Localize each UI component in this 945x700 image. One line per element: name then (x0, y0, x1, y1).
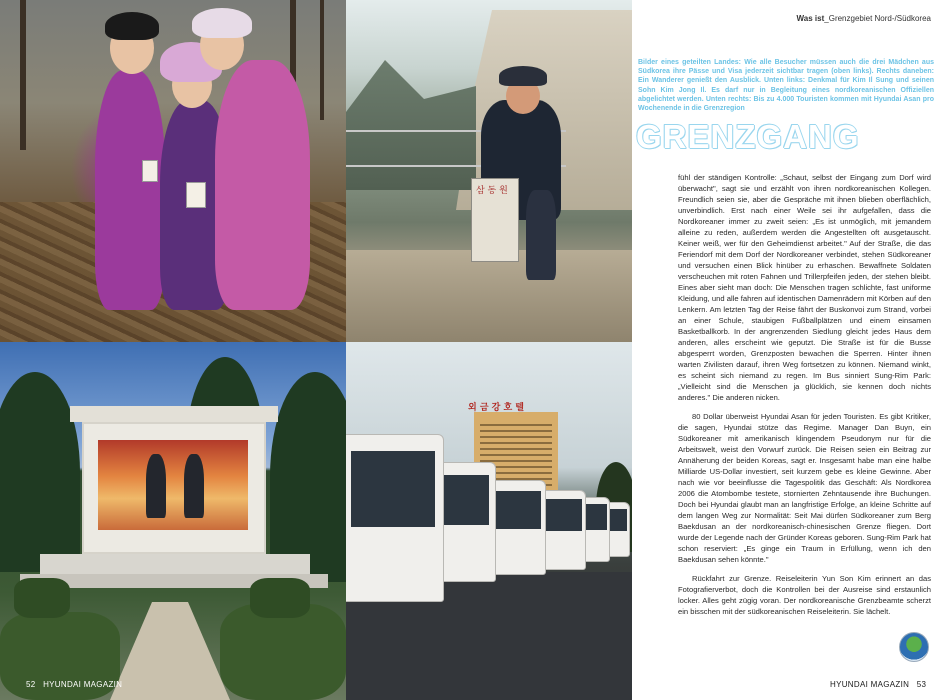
tree-trunk (20, 0, 26, 150)
section-name: Was ist (796, 14, 825, 23)
mural-figure (184, 454, 204, 518)
girl-right-figure (215, 60, 310, 310)
photo-three-girls (0, 0, 346, 342)
section-topic: _Grenzgebiet Nord-/Südkorea (824, 14, 931, 23)
folio-left-page: 52 (26, 680, 36, 689)
hiker-legs (526, 190, 556, 280)
girl-right-hat (192, 8, 252, 38)
folio-left-magazine: HYUNDAI MAGAZIN (43, 680, 123, 689)
folio-right-magazine: HYUNDAI MAGAZIN (830, 680, 910, 689)
body-paragraph-1: fühl der ständigen Kontrolle: „Schaut, selbst der Eingang zum Dorf wird überwacht", sagt sie und erzählt von ihren nordkoreanischen Kollegen. Freundlich seien sie, aber die Gespräche mit ihnen blieben oberflächlich, unverbindlich. Erst nach einer Weile sei ihr aufgefallen, dass die Nordkoreaner immer zu zweit seien: „Es ist unmöglich, mit jemandem alleine zu reden, außerdem werden die Angestellten oft ausgetauscht. Keiner weiß, wer für den Geheimdienst arbeitet." Auf der Straße, die das Feriendorf mit dem Dorf der Nordkoreaner verbindet, stehen Südkoreaner und versuchen einen Blick hinüber zu erhaschen. Bewaffnete Soldaten verscheuchen mit roten Fahnen und Trillerpfeifen jeden, der stehen bleibt. Eines aber sieht man doch: Die Menschen tragen schlichte, fast uniforme Kleidung, und alle fahren auf identischen Damenrädern mit Körben auf den Lenkern. Am letzten Tag der Reise fährt der Buskonvoi zum Strand, vorbei an einer Schule, staubigen Fußballplätzen und einem einsamen Basketballkorb. In der angrenzenden Siedlung gleicht jedes Haus dem anderen, alles erscheint wie geputzt. Die Straße ist für die Busse abgesperrt worden, Grenzposten bewachen die Sperren. Hinter ihnen warten Zivilisten darauf, ihren Weg fortsetzen zu können. Niemand winkt, es scheint sich niemand zu regen. Im Bus sinniert Sung-Rim Park: „Vielleicht sind die Menschen ja glücklich, sie kennen doch nichts anderes." Die anderen nicken. (678, 173, 931, 402)
monument-mural (98, 440, 248, 530)
photo-monument (0, 342, 346, 700)
stone-sign (471, 178, 519, 262)
article-body (678, 172, 931, 625)
pine-tree (270, 372, 346, 582)
photo-buses (346, 342, 632, 700)
monument-roof (70, 406, 278, 422)
body-paragraph-2: 80 Dollar überweist Hyundai Asan für jeden Touristen. Es gibt Kritiker, die sagen, Hyundai stütze das Regime. Manager Dan Buyn, ein Südkoreaner mit amerikanisch klingendem Pseudonym nur für die Arbeitswelt, weist den Vorwurf zurück. Die Reisen seien ein Beitrag zur Annäherung der beiden Koreas, sagt er. Insgesamt habe man eine halbe Milliarde US-Dollar investiert, seit kurzem gebe es kleine Gewinne. Aber nach wie vor beeinflusse die Tagespolitik das Geschäft: Als Nordkorea 2006 die Atombombe testete, stornierten Zehntausende ihre Buchungen. Doch bei Hyundai glaubt man an langfristige Erfolge, an kleine Schritte auf dem langen Weg zur Normalität: Seit Mai dürfen Südkoreaner zum Berg Baekdusan an der nordkoreanisch-chinesischen Grenze fliegen. Dort wurde der Legende nach der Gründer Koreas geboren. Sung-Rim Park hat schon reserviert: „Es ginge ein Traum in Erfüllung, wenn ich den Baekdusan sehen könnte." (678, 412, 931, 564)
photo-hiker (346, 0, 632, 342)
hiker-hat (499, 66, 547, 86)
shrub (14, 578, 70, 618)
visa-badge (186, 182, 206, 208)
section-header (797, 14, 931, 23)
tree-trunk (320, 0, 324, 120)
pine-tree (0, 372, 80, 572)
rock-ledge (346, 250, 632, 342)
body-paragraph-3: Rückfahrt zur Grenze. Reiseleiterin Yun Son Kim erinnert an das Fotografierverbot, doch die Kontrollen bei der Ausreise sind erstaunlich locker. Alles geht zügig voran. Der nordkoreanische Grenzbeamte scherzt ein bisschen mit der südkoreanischen Reiseleiterin. Sie lächelt. (678, 574, 931, 616)
folio-right-page: 53 (916, 680, 927, 689)
bus (346, 434, 444, 602)
hotel-sign: 외 금 강 호 텔 (468, 403, 525, 413)
hedge (220, 604, 346, 700)
hyundai-asan-logo (899, 632, 929, 662)
walkway (110, 602, 230, 700)
girl-left-hair (105, 12, 159, 40)
photo-caption: Bilder eines geteilten Landes: Wie alle Besucher müssen auch die drei Mädchen aus Südkorea ihre Pässe und Visa jederzeit sichtbar tragen (oben links). Rechts daneben: Ein Wanderer genießt den Ausblick. Unten links: Denkmal für Kim Il Sung und seinen Sohn Kim Jong Il. Es darf nur in Begleitung eines nordkoreanischen Offiziellen abgelichtet werden. Unten rechts: Bis zu 4.000 Touristen kommen mit Hyundai Asan pro Wochenende in die Grenzregion (638, 59, 934, 113)
mural-figure (146, 454, 166, 518)
article-title: GRENZGANG (636, 118, 860, 155)
shrub (250, 578, 310, 618)
sign-inscription: 삼 동 원 (476, 186, 508, 196)
bus-windshield (351, 451, 435, 527)
visa-badge (142, 160, 158, 182)
mountain-ridge (346, 60, 476, 190)
folio-left (26, 680, 122, 689)
folio-right (830, 680, 926, 689)
girl-left-figure (95, 70, 165, 310)
